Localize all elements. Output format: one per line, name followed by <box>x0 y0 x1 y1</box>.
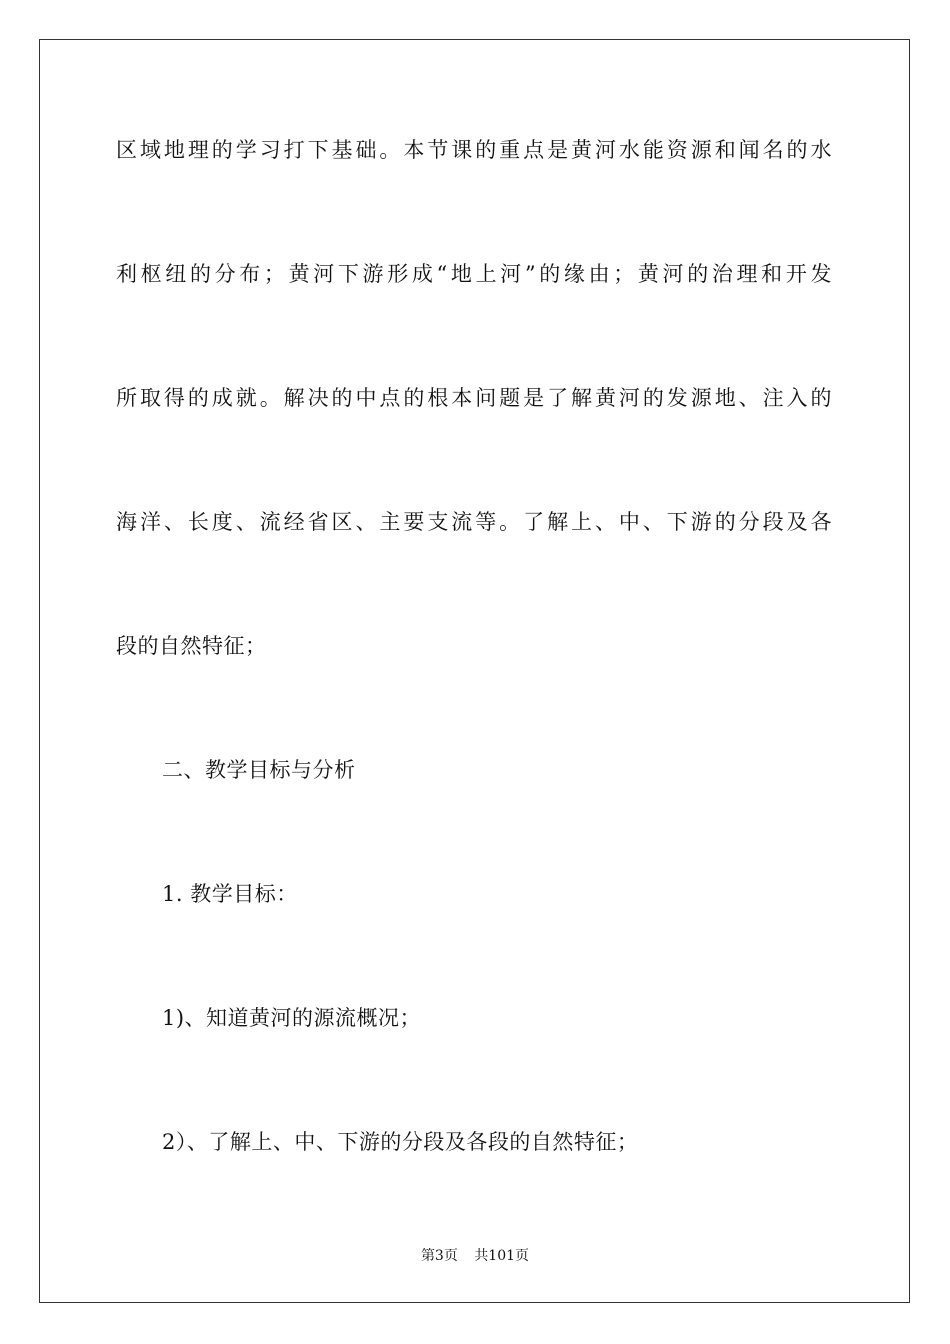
paragraph-line-5: 段的自然特征； <box>116 634 267 658</box>
objective-item-2: 2）、了解上、中、下游的分段及各段的自然特征； <box>162 1130 639 1154</box>
page-footer <box>0 1247 950 1265</box>
subsection-heading: 1. 教学目标： <box>162 882 298 906</box>
page-total: 共101页 <box>474 1248 530 1264</box>
section-heading: 二、教学目标与分析 <box>162 758 356 782</box>
paragraph-line-2: 利枢纽的分布；黄河下游形成“地上河”的缘由；黄河的治理和开发 <box>116 262 832 286</box>
page-border <box>39 39 910 1303</box>
page-number: 第3页 <box>420 1248 458 1264</box>
paragraph-line-3: 所取得的成就。解决的中点的根本问题是了解黄河的发源地、注入的 <box>116 386 832 410</box>
paragraph-line-1: 区域地理的学习打下基础。本节课的重点是黄河水能资源和闻名的水 <box>116 138 832 162</box>
objective-item-1: 1)、知道黄河的源流概况； <box>162 1006 422 1030</box>
paragraph-line-4: 海洋、长度、流经省区、主要支流等。了解上、中、下游的分段及各 <box>116 510 832 534</box>
